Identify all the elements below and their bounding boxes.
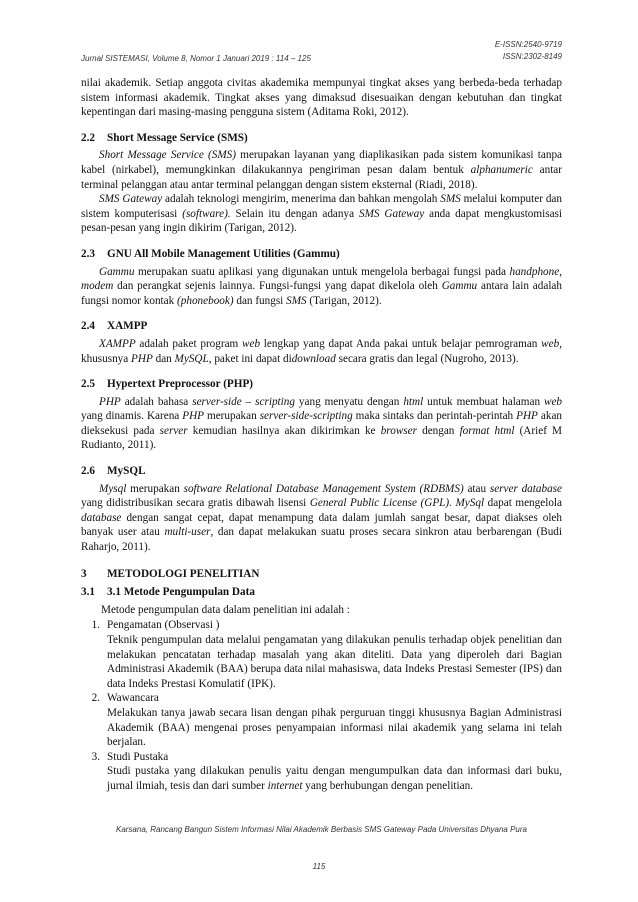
italic-text: Gammu [99,265,135,278]
method-body [107,618,562,691]
text-run: , paket ini dapat di [208,352,292,365]
text-run: kemudian hasilnya akan dikirimkan ke [187,424,381,437]
text-run: nilai akademik. Setiap anggota civitas akademika mempunyai tingkat akses yang berbeda-beda terhadap sistem informasi akademik. Tingkat akses yang dimaksud disesuaikan dengan kebutuhan dan tingkat kepentingan dari masing-masing pengguna sistem (Aditama Roki, 2012). [81,77,562,119]
text-run: untuk membuat halaman [423,395,544,408]
method-item [81,750,562,794]
text-run: maka sintaks dan perintah-perintah [352,410,517,423]
text-run: dan perangkat sejenis lainnya. Fungsi-fungsi yang dapat dikelola oleh [113,280,442,293]
italic-text: XAMPP [99,337,136,350]
text-run: antara lain adalah fungsi nomor kontak [81,280,562,307]
heading-2-6 [81,464,562,479]
method-description [107,706,562,750]
heading-title: 3.1 Metode Pengumpulan Data [107,586,255,599]
italic-text: internet [267,779,303,792]
heading-title: MySQL [107,465,146,478]
text-run: yang berhubungan dengan penelitian. [302,779,474,792]
heading-number: 3 [81,567,87,580]
method-description [107,633,562,691]
heading-number: 3.1 [81,586,95,599]
method-description [107,764,562,793]
method-number: 1. [91,619,100,632]
italic-text: SMS Gateway [358,207,425,220]
text-run: dan fungsi [233,294,287,307]
italic-text: server database [489,482,562,495]
italic-text: server-side – scripting [192,395,295,408]
heading-3 [81,567,562,582]
text-run: anda dapat mengkustomisasi pesan-pesan yang ingin dikirim (Tarigan, 2012). [81,207,562,235]
text-run: secara gratis dan legal (Nugroho, 2013). [335,352,519,365]
footer-citation: Karsana, Rancang Bangun Sistem Informasi Nilai Akademik Berbasis SMS Gateway Pada Universitas Dhyana Pura [115,825,527,834]
italic-text: SMS [286,294,307,307]
heading-title: XAMPP [107,320,148,333]
text-run: lengkap yang dapat Anda pakai untuk belajar pemrograman [260,337,542,350]
italic-text: PHP [99,395,121,408]
method-title: Wawancara [107,692,159,705]
text-run: Studi pustaka yang dilakukan penulis yaitu dengan mengumpulkan data dan informasi dari buku, jurnal ilmiah, tesis dan dari sumber [107,765,562,792]
italic-text: handphone, modem [81,265,562,293]
italic-text: download [291,352,336,365]
header-journal: Jurnal SISTEMASI, Volume 8, Nomor 1 Januari 2019 : 114 – 125 [81,54,311,63]
heading-2-3 [81,247,562,262]
sms-paragraph-1 [81,148,562,192]
heading-3-1 [81,585,562,600]
heading-number: 2.3 [81,247,95,260]
heading-2-2 [81,131,562,146]
italic-text: multi-user [164,526,211,539]
sms-paragraph-2 [81,192,562,236]
text-run: (Tarigan, 2012). [306,294,382,307]
text-run: adalah bahasa [120,395,193,408]
php-paragraph [81,395,562,453]
italic-text: PHP [516,410,538,423]
xampp-paragraph [81,337,562,366]
method-number: 3. [91,750,100,763]
italic-text: Gammu [441,280,478,293]
italic-text: web [242,337,261,350]
text-run: Selain itu dengan adanya [230,207,359,220]
italic-text: SMS [440,193,461,206]
text-run: dan [152,352,175,365]
text-run: merupakan [126,482,184,495]
methods-list [81,618,562,793]
text-run: atau [463,482,490,495]
italic-text: PHP [131,352,153,365]
text-run: merupakan suatu aplikasi yang digunakan untuk mengelola berbagai fungsi pada [134,265,510,278]
method-item [81,618,562,691]
header-issn: ISSN:2302-8149 [502,52,562,61]
text-run: , dan dapat melakukan suatu proses secara sinkron atau berbarengan (Budi Raharjo, 2011). [81,526,562,554]
heading-number: 2.4 [81,320,95,333]
text-run: merupakan [204,410,260,423]
italic-text: server [159,424,188,437]
method-title: Pengamatan (Observasi ) [107,619,220,632]
heading-2-4 [81,319,562,334]
text-run: Teknik pengumpulan data melalui pengamatan yang dilakukan penulis terhadap objek penelitian dan melakukan pencatatan terhadap masalah yang akan diteliti. Data yang diperoleh dari Bagian Administrasi Akademik (BAA) berupa data nilai mahasiswa, data Indeks Prestasi Semester (IPS) dan data Indeks Prestasi Komulatif (IPK). [107,634,562,690]
italic-text: alphanumeric [470,163,533,176]
italic-text: MySQL [174,352,209,365]
text-run: dapat mengelola [484,497,562,510]
heading-title: Short Message Service (SMS) [107,131,248,144]
text-run: adalah paket program [135,337,243,350]
italic-text: software Relational Database Management System (RDBMS) [183,482,464,495]
header-eissn: E-ISSN:2540-9719 [494,40,562,49]
gammu-paragraph [81,265,562,309]
italic-text: server-side-scripting [259,410,353,423]
text-run: (Arief M Rudianto, 2011). [81,424,563,452]
text-run: merupakan layanan yang diaplikasikan pada sistem komunikasi tanpa kabel (nirkabel), memungkinkan dilakukannya pengiriman pesan dalam bentuk [81,149,563,176]
text-run: antar terminal pelanggan atau antar terminal pelanggan dengan sistem eksternal (Riadi, 2018). [81,163,562,191]
text-run: dengan [416,424,460,437]
italic-text: (software). [182,207,231,220]
heading-title: GNU All Mobile Management Utilities (Gammu) [107,247,340,260]
method-title: Studi Pustaka [107,750,169,763]
text-run: yang menyatu dengan [294,395,404,408]
heading-2-5 [81,377,562,392]
italic-text: browser [380,424,417,437]
methods-intro: Metode pengumpulan data dalam penelitian ini adalah : [101,603,350,616]
heading-number: 2.6 [81,465,95,478]
method-item [81,691,562,749]
text-run: yang didistribusikan secara gratis dibawah lisensi [81,497,310,510]
italic-text: Mysql [99,482,127,495]
italic-text: PHP [182,410,204,423]
method-body [107,750,562,794]
italic-text: database [81,511,122,524]
text-run: adalah teknologi mengirim, menerima dan bahkan mengolah [162,193,441,206]
text-run: yang dinamis. Karena [81,410,183,423]
mysql-paragraph [81,482,562,555]
italic-text: web [543,395,563,408]
italic-text: format html [459,424,515,437]
article-body [81,76,562,794]
text-run: dengan sangat cepat, dapat menampung data dalam jumlah sangat besar, dapat diakses oleh banyak user atau [81,511,562,539]
method-number: 2. [91,692,100,705]
text-run: melalui komputer dan sistem komputerisasi [81,193,562,220]
heading-number: 2.5 [81,378,95,391]
text-run: Melakukan tanya jawab secara lisan dengan pihak perguruan tinggi khususnya Bagian Administrasi Akademik (BAA) mengenai proses penyampaian informasi nilai akademik yang selama ini telah berjalan. [107,706,562,749]
heading-number: 2.2 [81,131,95,144]
heading-title: METODOLOGI PENELITIAN [107,567,260,580]
italic-text: Short Message Service (SMS) [99,149,237,162]
italic-text: (phonebook) [177,294,234,307]
italic-text: General Public License (GPL). MySql [309,497,485,510]
heading-title: Hypertext Preprocessor (PHP) [107,378,254,391]
italic-text: web [541,337,560,350]
method-body [107,691,562,749]
italic-text: SMS Gateway [99,193,163,206]
intro-paragraph [81,76,562,120]
text-run: , khususnya [81,337,562,365]
italic-text: html [403,395,424,408]
text-run: akan dieksekusi pada [81,410,563,437]
page-number: 115 [312,862,326,871]
